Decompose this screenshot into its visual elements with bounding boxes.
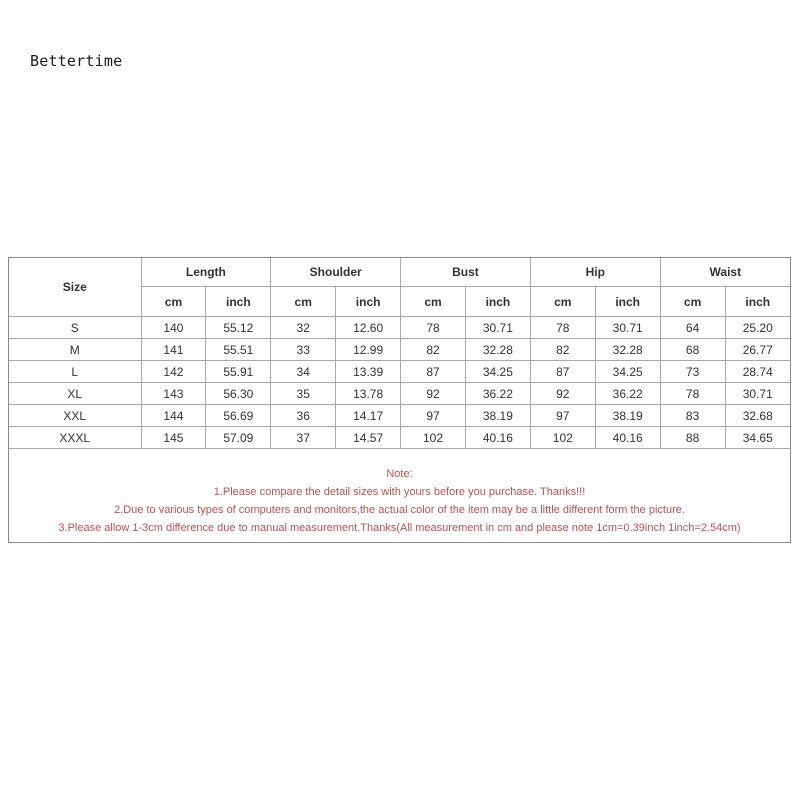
unit-header-inch: inch [206, 287, 271, 317]
measurement-cell: 73 [660, 361, 725, 383]
measurement-cell: 102 [401, 427, 466, 449]
measurement-cell: 55.91 [206, 361, 271, 383]
measurement-cell: 141 [141, 339, 206, 361]
measurement-cell: 36 [271, 405, 336, 427]
note-line-1: 1.Please compare the detail sizes with yours before you purchase. Thanks!!! [213, 486, 586, 498]
measurement-cell: 26.77 [725, 339, 790, 361]
measurement-cell: 25.20 [725, 317, 790, 339]
size-label-cell: XXXL [9, 427, 141, 449]
table-row [9, 383, 790, 405]
size-label-cell: M [9, 339, 141, 361]
measurement-cell: 56.30 [206, 383, 271, 405]
brand-name: Bettertime [30, 52, 123, 70]
measurement-cell: 28.74 [725, 361, 790, 383]
unit-header-inch: inch [725, 287, 790, 317]
measurement-cell: 78 [401, 317, 466, 339]
note-block [9, 449, 790, 537]
measurement-cell: 143 [141, 383, 206, 405]
size-column-header: Size [9, 258, 141, 317]
measurement-cell: 14.17 [336, 405, 401, 427]
size-label-cell: XL [9, 383, 141, 405]
group-header-waist: Waist [660, 258, 790, 287]
measurement-cell: 34.25 [465, 361, 530, 383]
measurement-cell: 33 [271, 339, 336, 361]
note-line-2: 2.Due to various types of computers and monitors,the actual color of the item may be a little different form the picture. [114, 504, 685, 516]
measurement-cell: 13.78 [336, 383, 401, 405]
note-line-3: 3.Please allow 1-3cm difference due to manual measurement.Thanks(All measurement in cm and please note 1cm=0.39inch 1inch=2.54cm) [58, 522, 741, 534]
size-label-cell: L [9, 361, 141, 383]
table-header-row [9, 258, 790, 287]
size-label-cell: XXL [9, 405, 141, 427]
measurement-cell: 30.71 [725, 383, 790, 405]
measurement-cell: 83 [660, 405, 725, 427]
measurement-cell: 55.12 [206, 317, 271, 339]
measurement-cell: 57.09 [206, 427, 271, 449]
size-chart [8, 257, 791, 543]
measurement-cell: 34.65 [725, 427, 790, 449]
unit-header-cm: cm [271, 287, 336, 317]
measurement-cell: 68 [660, 339, 725, 361]
measurement-cell: 145 [141, 427, 206, 449]
measurement-cell: 142 [141, 361, 206, 383]
measurement-cell: 40.16 [465, 427, 530, 449]
measurement-cell: 140 [141, 317, 206, 339]
unit-header-inch: inch [595, 287, 660, 317]
measurement-cell: 102 [530, 427, 595, 449]
measurement-cell: 87 [401, 361, 466, 383]
measurement-cell: 92 [530, 383, 595, 405]
measurement-cell: 92 [401, 383, 466, 405]
measurement-cell: 97 [401, 405, 466, 427]
measurement-cell: 36.22 [465, 383, 530, 405]
measurement-cell: 36.22 [595, 383, 660, 405]
measurement-cell: 13.39 [336, 361, 401, 383]
table-row [9, 405, 790, 427]
group-header-hip: Hip [530, 258, 660, 287]
measurement-cell: 32 [271, 317, 336, 339]
measurement-cell: 88 [660, 427, 725, 449]
unit-header-inch: inch [336, 287, 401, 317]
measurement-cell: 12.99 [336, 339, 401, 361]
measurement-cell: 34.25 [595, 361, 660, 383]
measurement-cell: 82 [401, 339, 466, 361]
note-row [9, 449, 790, 538]
measurement-cell: 38.19 [465, 405, 530, 427]
unit-header-inch: inch [465, 287, 530, 317]
table-row [9, 317, 790, 339]
measurement-cell: 82 [530, 339, 595, 361]
unit-header-cm: cm [141, 287, 206, 317]
table-row [9, 339, 790, 361]
measurement-cell: 34 [271, 361, 336, 383]
measurement-cell: 37 [271, 427, 336, 449]
size-label-cell: S [9, 317, 141, 339]
table-row [9, 361, 790, 383]
measurement-cell: 30.71 [465, 317, 530, 339]
measurement-cell: 97 [530, 405, 595, 427]
unit-header-cm: cm [660, 287, 725, 317]
measurement-cell: 78 [530, 317, 595, 339]
measurement-cell: 87 [530, 361, 595, 383]
measurement-cell: 64 [660, 317, 725, 339]
group-header-shoulder: Shoulder [271, 258, 401, 287]
group-header-bust: Bust [401, 258, 531, 287]
unit-header-cm: cm [401, 287, 466, 317]
measurement-cell: 40.16 [595, 427, 660, 449]
measurement-cell: 32.68 [725, 405, 790, 427]
measurement-cell: 32.28 [595, 339, 660, 361]
measurement-cell: 12.60 [336, 317, 401, 339]
group-header-length: Length [141, 258, 271, 287]
measurement-cell: 38.19 [595, 405, 660, 427]
measurement-cell: 144 [141, 405, 206, 427]
measurement-cell: 32.28 [465, 339, 530, 361]
measurement-cell: 14.57 [336, 427, 401, 449]
table-row [9, 427, 790, 449]
size-table [9, 258, 790, 537]
note-title: Note: [386, 468, 413, 480]
measurement-cell: 78 [660, 383, 725, 405]
measurement-cell: 35 [271, 383, 336, 405]
measurement-cell: 56.69 [206, 405, 271, 427]
measurement-cell: 55.51 [206, 339, 271, 361]
unit-header-cm: cm [530, 287, 595, 317]
measurement-cell: 30.71 [595, 317, 660, 339]
